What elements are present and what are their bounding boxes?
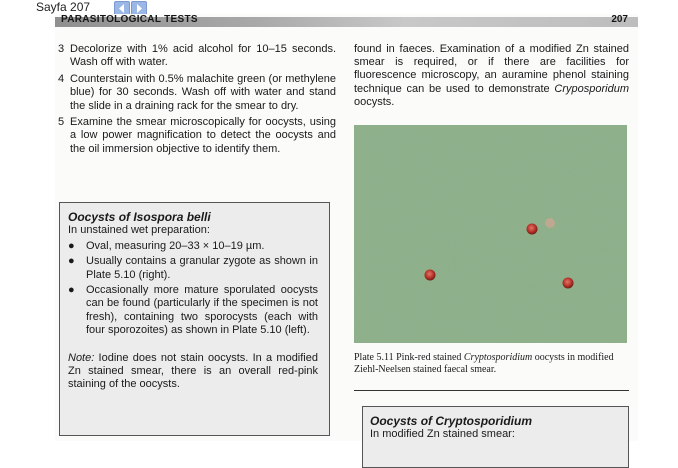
cryptosporidium-info-box xyxy=(362,406,629,468)
step-text: Examine the smear microscopically for oocysts, using a low power magnification to detect the oocysts and the oil immersion objective to identify them. xyxy=(70,116,336,155)
plate-texture xyxy=(354,125,627,343)
list-item xyxy=(68,284,318,338)
right-column xyxy=(354,43,629,109)
bullet-icon: ● xyxy=(68,255,75,268)
step-number: 5 xyxy=(58,116,65,129)
note-label: Note: xyxy=(68,351,95,364)
page-number: 207 xyxy=(611,14,628,25)
box-title: Oocysts of Isospora belli xyxy=(68,210,211,224)
book-page[interactable] xyxy=(55,14,638,441)
bullet-text: Usually contains a granular zygote as shown in Plate 5.10 (right). xyxy=(86,255,318,281)
divider xyxy=(354,390,629,391)
caption-italic: Cryptosporidium xyxy=(463,352,533,363)
running-head xyxy=(55,14,638,27)
left-column xyxy=(58,43,336,159)
step-item xyxy=(58,116,336,156)
step-text: Counterstain with 0.5% malachite green (or methylene blue) for 30 seconds. Wash off with water and stand the slide in a draining rack for the smear to dry. xyxy=(70,72,336,112)
page-label: Sayfa 207 xyxy=(36,0,91,14)
box-subtitle: In unstained wet preparation: xyxy=(68,224,210,237)
step-item xyxy=(58,43,336,70)
step-item xyxy=(58,73,336,113)
bullet-text: Occasionally more mature sporulated oocysts can be found (particularly if the specimen is not fresh), containing two sporocysts (each with four sporozoites) as shown in Plate 5.10 (left). xyxy=(86,284,318,337)
step-number: 4 xyxy=(58,72,65,85)
isospora-info-box xyxy=(59,202,330,436)
box-subtitle: In modified Zn stained smear: xyxy=(370,428,515,441)
body-paragraph xyxy=(354,43,629,109)
plate-caption xyxy=(354,352,629,376)
step-number: 3 xyxy=(58,43,65,55)
paragraph-text: found in faeces. Examination of a modified Zn stained smear is required, or if there are facilities for fluorescence microscopy, an auramine phenol staining technique can be used to demonstrate xyxy=(354,43,629,95)
list-item xyxy=(68,255,318,282)
caption-text-end: oocysts in modified Ziehl-Neelsen stained faecal smear. xyxy=(354,352,614,375)
bullet-icon: ● xyxy=(68,284,75,297)
chevron-right-icon xyxy=(135,4,143,13)
box-title: Oocysts of Cryptosporidium xyxy=(370,414,533,428)
box-note xyxy=(68,352,318,392)
oocyst-mark xyxy=(545,218,555,228)
running-head-title: PARASITOLOGICAL TESTS xyxy=(61,14,198,25)
caption-text: Pink-red stained xyxy=(393,352,464,363)
oocyst-mark xyxy=(425,270,436,281)
list-item xyxy=(68,240,318,253)
bullet-text: Oval, measuring 20–33 × 10–19 µm. xyxy=(86,239,265,252)
paragraph-italic: Cryposporidum xyxy=(554,82,629,95)
step-text: Decolorize with 1% acid alcohol for 10–15 seconds. Wash off with water. xyxy=(70,43,336,69)
chevron-left-icon xyxy=(118,4,126,13)
oocyst-mark xyxy=(527,224,538,235)
oocyst-mark xyxy=(563,278,574,289)
note-text: Iodine does not stain oocysts. In a modified Zn stained smear, there is an overall red-pink staining of the oocysts. xyxy=(68,351,318,391)
bullet-icon: ● xyxy=(68,239,75,252)
micrograph-plate xyxy=(354,125,627,343)
caption-label: Plate 5.11 xyxy=(354,352,394,363)
micrograph-image xyxy=(354,125,627,343)
paragraph-text-end: oocysts. xyxy=(354,95,395,108)
